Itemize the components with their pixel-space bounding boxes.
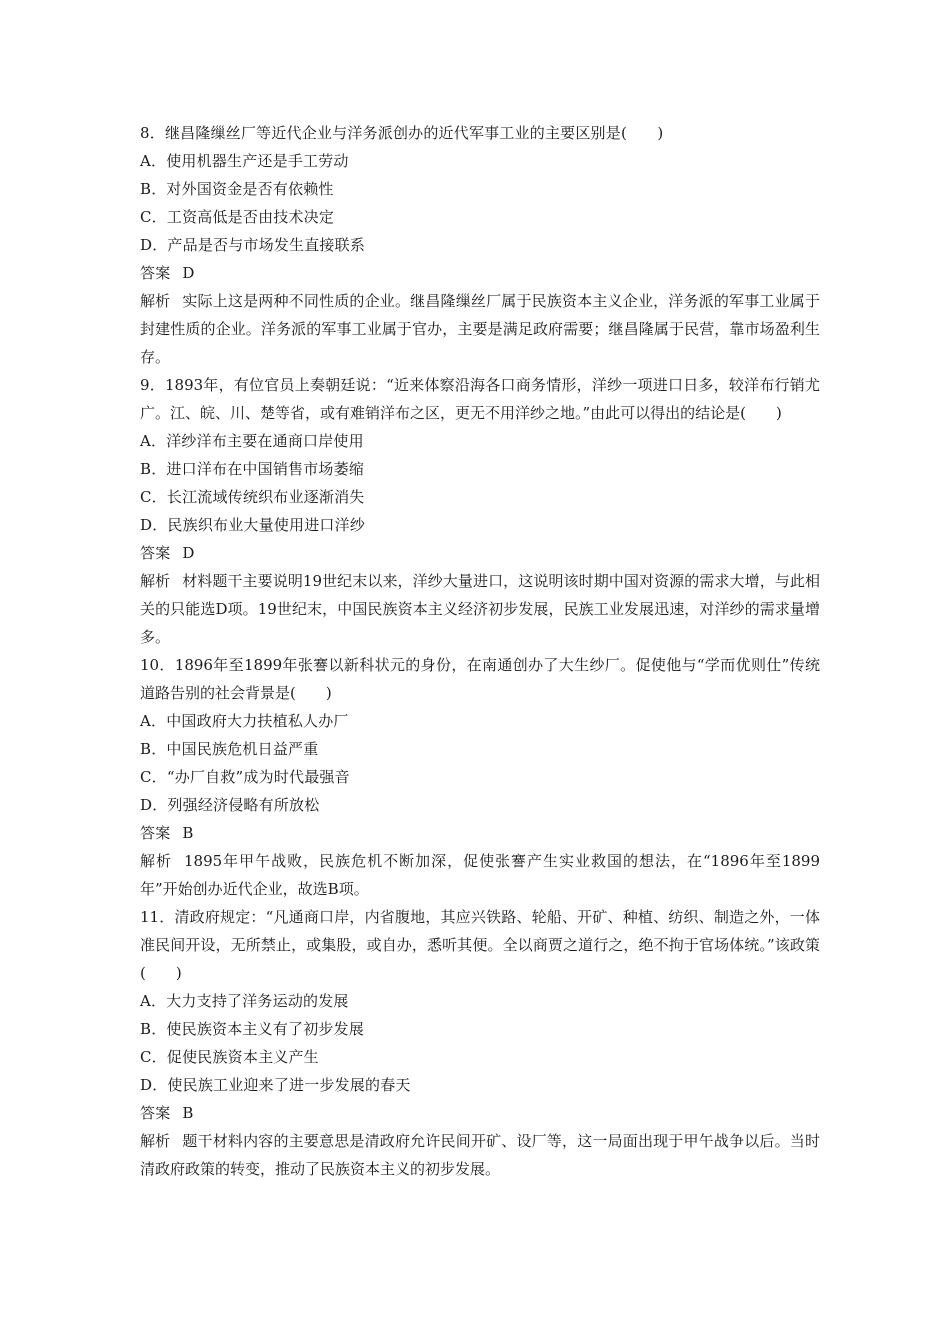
analysis-label: 解析: [140, 852, 172, 870]
option-c: C．长江流域传统织布业逐渐消失: [140, 488, 365, 506]
option-a: A．大力支持了洋务运动的发展: [140, 992, 349, 1010]
option-a: A．使用机器生产还是手工劳动: [140, 152, 349, 170]
analysis-row: [140, 287, 820, 371]
analysis-row: [140, 847, 820, 903]
option-d: D．列强经济侵略有所放松: [140, 796, 320, 814]
analysis-label: 解析: [140, 292, 171, 310]
answer-label: 答案: [140, 824, 171, 842]
option-c: C．“办厂自救”成为时代最强音: [140, 768, 350, 786]
question-stem: 8．继昌隆缫丝厂等近代企业与洋务派创办的近代军事工业的主要区别是( ): [140, 124, 664, 142]
analysis-text: 实际上这是两种不同性质的企业。继昌隆缫丝厂属于民族资本主义企业，洋务派的军事工业属于封建性质的企业。洋务派的军事工业属于官办，主要是满足政府需要；继昌隆属于民营，靠市场盈利生存。: [140, 292, 820, 366]
option-b: B．中国民族危机日益严重: [140, 740, 319, 758]
analysis-row: [140, 1127, 820, 1183]
option-a: A．中国政府大力扶植私人办厂: [140, 712, 349, 730]
option-d: D．民族织布业大量使用进口洋纱: [140, 516, 366, 534]
question-8: [140, 119, 820, 371]
answer-value: B: [182, 1104, 194, 1122]
answer-row: [140, 819, 820, 847]
question-stem: 10．1896年至1899年张謇以新科状元的身份，在南通创办了大生纱厂。促使他与“学而优则仕”传统道路告别的社会背景是( ): [140, 656, 820, 702]
option-b: B．对外国资金是否有依赖性: [140, 180, 334, 198]
document-page: [140, 119, 820, 1183]
answer-value: B: [182, 824, 194, 842]
answer-value: D: [182, 544, 195, 562]
question-stem: 9．1893年，有位官员上奏朝廷说：“近来体察沿海各口商务情形，洋纱一项进口日多，较洋布行销尤广。江、皖、川、楚等省，或有难销洋布之区，更无不用洋纱之地。”由此可以得出的结论是( ): [140, 376, 820, 422]
option-a: A．洋纱洋布主要在通商口岸使用: [140, 432, 364, 450]
option-d: D．使民族工业迎来了进一步发展的春天: [140, 1076, 411, 1094]
answer-label: 答案: [140, 1104, 171, 1122]
answer-label: 答案: [140, 544, 171, 562]
question-stem: 11．清政府规定：“凡通商口岸，内省腹地，其应兴铁路、轮船、开矿、种植、纺织、制造之外，一体准民间开设，无所禁止，或集股，或自办，悉听其便。全以商贾之道行之，绝不拘于官场体统。”该政策( ): [140, 908, 820, 982]
question-10: [140, 651, 820, 903]
option-d: D．产品是否与市场发生直接联系: [140, 236, 366, 254]
option-c: C．工资高低是否由技术决定: [140, 208, 335, 226]
answer-row: [140, 1099, 820, 1127]
option-b: B．进口洋布在中国销售市场萎缩: [140, 460, 365, 478]
answer-label: 答案: [140, 264, 171, 282]
analysis-text: 题干材料内容的主要意思是清政府允许民间开矿、设厂等，这一局面出现于甲午战争以后。当时清政府政策的转变，推动了民族资本主义的初步发展。: [140, 1132, 820, 1178]
option-c: C．促使民族资本主义产生: [140, 1048, 319, 1066]
analysis-row: [140, 567, 820, 651]
question-11: [140, 903, 820, 1183]
answer-value: D: [182, 264, 195, 282]
analysis-label: 解析: [140, 572, 171, 590]
analysis-text: 材料题干主要说明19世纪末以来，洋纱大量进口，这说明该时期中国对资源的需求大增，与此相关的只能选D项。19世纪末，中国民族资本主义经济初步发展，民族工业发展迅速，对洋纱的需求量增多。: [140, 572, 820, 646]
question-9: [140, 371, 820, 651]
option-b: B．使民族资本主义有了初步发展: [140, 1020, 365, 1038]
analysis-label: 解析: [140, 1132, 171, 1150]
answer-row: [140, 259, 820, 287]
answer-row: [140, 539, 820, 567]
analysis-text: 1895年甲午战败，民族危机不断加深，促使张謇产生实业救国的想法，在“1896年至1899年”开始创办近代企业，故选B项。: [140, 852, 820, 898]
